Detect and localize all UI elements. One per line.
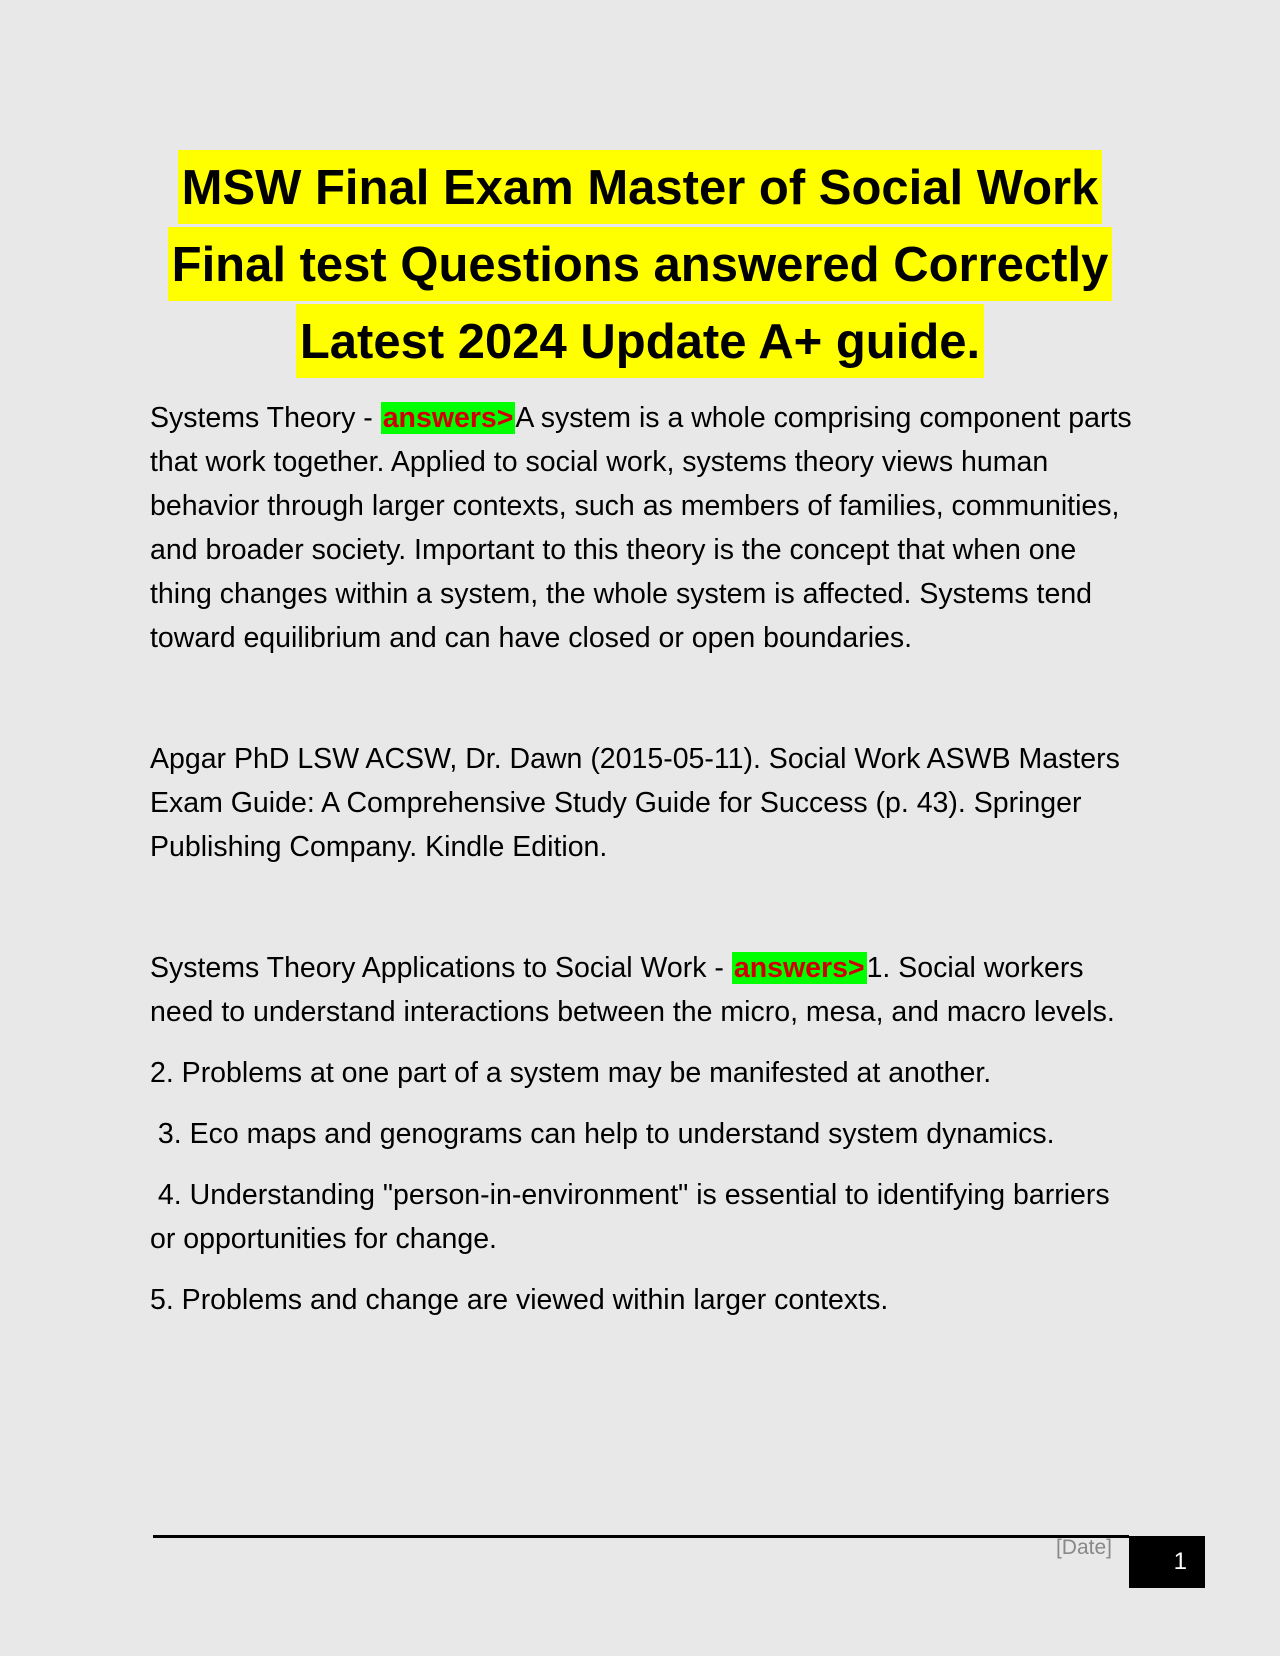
citation: Apgar PhD LSW ACSW, Dr. Dawn (2015-05-11). Social Work ASWB Masters Exam Guide: A Comprehensive Study Guide for Success (p. 43). Springer Publishing Company. Kindle Edition. xyxy=(150,743,1120,863)
entry-text: 1. Social workers need to understand interactions between the micro, mesa, and macro levels. xyxy=(150,952,1115,1028)
footer-rule xyxy=(153,1535,1129,1538)
entry-term: Systems Theory - xyxy=(150,402,381,434)
list-item: 2. Problems at one part of a system may be manifested at another. xyxy=(150,1057,992,1089)
paragraph-spacer xyxy=(150,660,1140,737)
list-item: 4. Understanding "person-in-environment" is essential to identifying barriers or opportunities for change. xyxy=(150,1179,1118,1255)
page-number: 1 xyxy=(1129,1536,1205,1588)
document-title xyxy=(140,150,1140,381)
list-item: 5. Problems and change are viewed within larger contexts. xyxy=(150,1284,889,1316)
title-line-1: MSW Final Exam Master of Social Work xyxy=(178,150,1103,224)
entry-text: A system is a whole comprising component parts that work together. Applied to social work, systems theory views human behavior through larger contexts, such as members of families, communities, and broader society. Important to this theory is the concept that when one thing changes within a system, the whole system is affected. Systems tend toward equilibrium and can have closed or open boundaries. xyxy=(150,402,1132,654)
entry-systems-theory xyxy=(150,396,1140,660)
document-body xyxy=(150,396,1140,1322)
title-line-3: Latest 2024 Update A+ guide. xyxy=(296,304,984,378)
answers-marker: answers> xyxy=(733,952,865,984)
title-line-2: Final test Questions answered Correctly xyxy=(168,227,1113,301)
entry-term: Systems Theory Applications to Social Work - xyxy=(150,952,732,984)
answers-marker: answers> xyxy=(382,402,514,434)
list-item: 3. Eco maps and genograms can help to understand system dynamics. xyxy=(150,1118,1055,1150)
paragraph-spacer xyxy=(150,869,1140,946)
footer-date: [Date] xyxy=(1055,1536,1112,1559)
entry-systems-theory-applications xyxy=(150,946,1140,1034)
